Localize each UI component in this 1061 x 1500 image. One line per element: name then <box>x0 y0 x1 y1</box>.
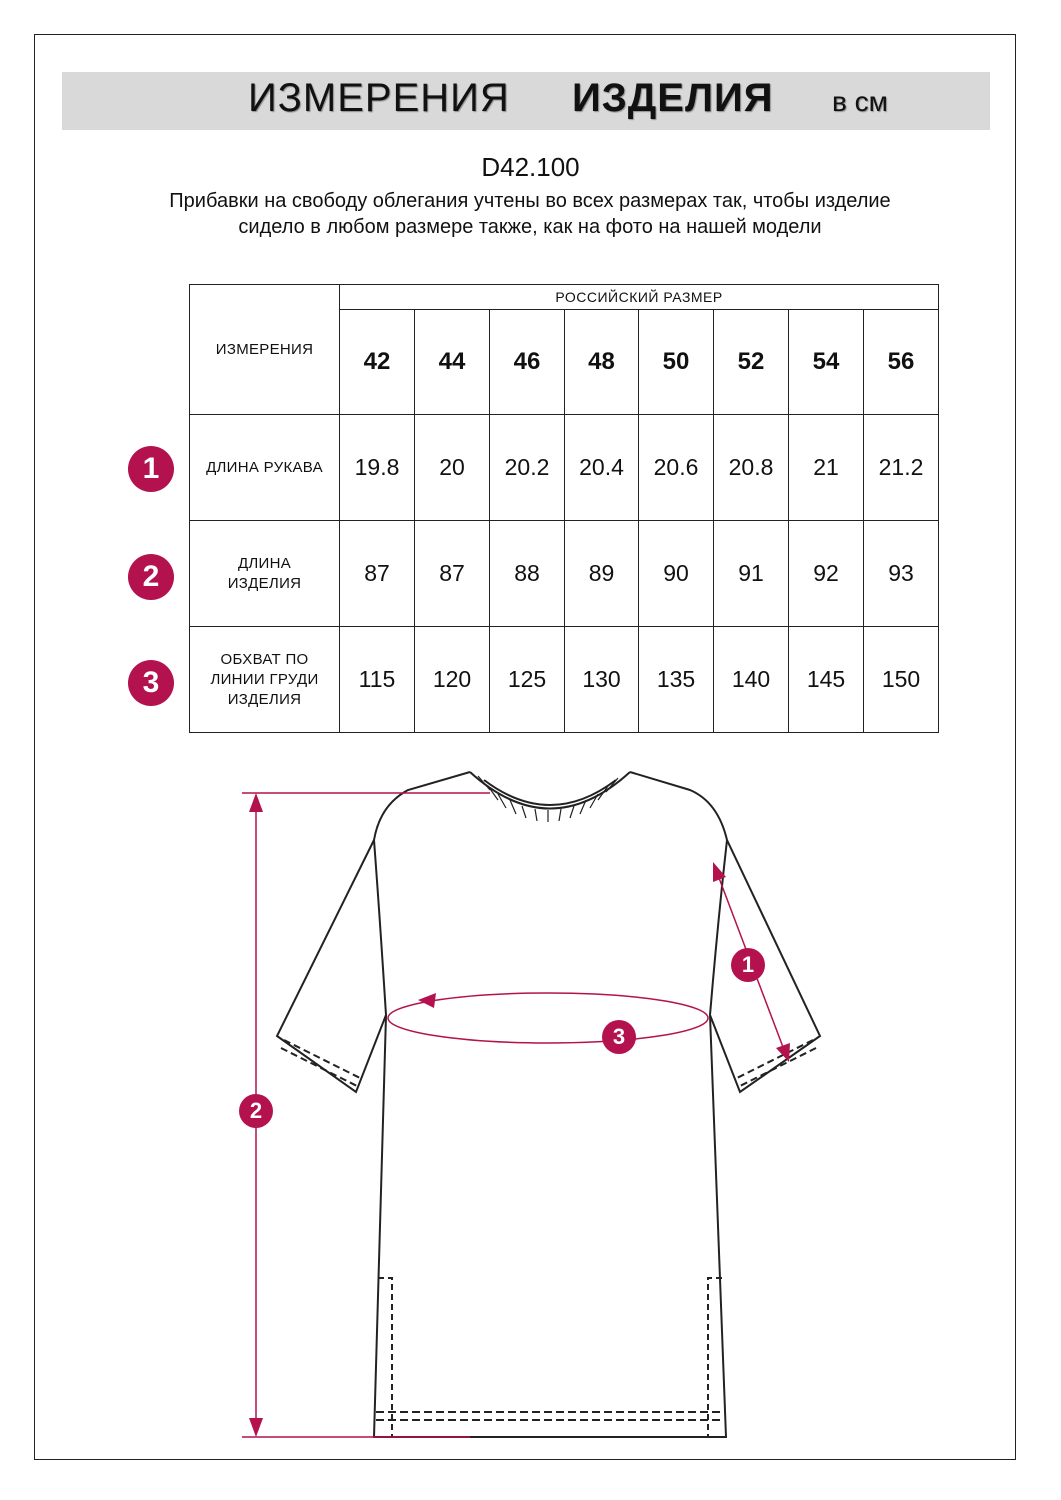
product-code: D42.100 <box>481 152 580 182</box>
table-cell: 20.2 <box>490 415 565 521</box>
row-label: ДЛИНА ИЗДЕЛИЯ <box>190 521 340 627</box>
title-part2: ИЗДЕЛИЯ <box>572 76 774 120</box>
table-cell: 130 <box>565 627 639 733</box>
length-arrow-up <box>249 793 263 812</box>
neck-rib-inner <box>484 780 616 805</box>
table-cell: 21 <box>789 415 864 521</box>
table-cell: 91 <box>714 521 789 627</box>
tshirt-outline <box>277 772 820 1437</box>
size-header: 50 <box>639 310 714 415</box>
sleeve-arrow-bottom <box>776 1043 790 1062</box>
row-label: ОБХВАТ ПО ЛИНИИ ГРУДИ ИЗДЕЛИЯ <box>190 627 340 733</box>
chest-ellipse <box>388 993 708 1043</box>
left-side-slit <box>378 1278 392 1437</box>
table-cell: 87 <box>340 521 415 627</box>
table-cell: 21.2 <box>864 415 939 521</box>
table-cell: 115 <box>340 627 415 733</box>
table-cell: 87 <box>415 521 490 627</box>
unit-label: в см <box>832 86 888 117</box>
left-armhole <box>374 840 386 1015</box>
size-header: 56 <box>864 310 939 415</box>
title-part1: ИЗМЕРЕНИЯ <box>248 76 510 120</box>
table-cell: 20 <box>415 415 490 521</box>
row-badge-2: 2 <box>128 554 174 600</box>
length-arrow-down <box>249 1418 263 1437</box>
table-cell: 19.8 <box>340 415 415 521</box>
neck-rib-lines <box>478 776 618 822</box>
chest-arrow-head <box>418 993 436 1008</box>
right-armhole <box>710 840 727 1015</box>
row-badge-1: 1 <box>128 446 174 492</box>
size-header: 42 <box>340 310 415 415</box>
bottom-hem-stitching <box>376 1412 724 1420</box>
table-cell: 20.6 <box>639 415 714 521</box>
row-label: ДЛИНА РУКАВА <box>190 415 340 521</box>
table-cell: 125 <box>490 627 565 733</box>
table-cell: 89 <box>565 521 639 627</box>
table-cell: 120 <box>415 627 490 733</box>
measurements-header: ИЗМЕРЕНИЯ <box>190 285 340 415</box>
size-header: 48 <box>565 310 639 415</box>
table-cell: 20.4 <box>565 415 639 521</box>
fit-note: Прибавки на свободу облегания учтены во всех размерах так, чтобы изделие сидело в любом размере также, как на фото на нашей модели <box>169 190 891 238</box>
size-header: 54 <box>789 310 864 415</box>
diagram-marker-1: 1 <box>731 948 765 982</box>
table-cell: 93 <box>864 521 939 627</box>
size-group-header: РОССИЙСКИЙ РАЗМЕР <box>340 285 939 310</box>
table-cell: 88 <box>490 521 565 627</box>
table-cell: 145 <box>789 627 864 733</box>
size-header: 52 <box>714 310 789 415</box>
diagram-marker-3: 3 <box>602 1020 636 1054</box>
table-cell: 135 <box>639 627 714 733</box>
row-badge-3: 3 <box>128 660 174 706</box>
neck-rib-outer <box>470 772 630 809</box>
table-cell: 90 <box>639 521 714 627</box>
size-header: 44 <box>415 310 490 415</box>
size-header: 46 <box>490 310 565 415</box>
diagram-marker-2: 2 <box>239 1094 273 1128</box>
table-cell: 150 <box>864 627 939 733</box>
table-cell: 140 <box>714 627 789 733</box>
table-cell: 20.8 <box>714 415 789 521</box>
table-cell: 92 <box>789 521 864 627</box>
